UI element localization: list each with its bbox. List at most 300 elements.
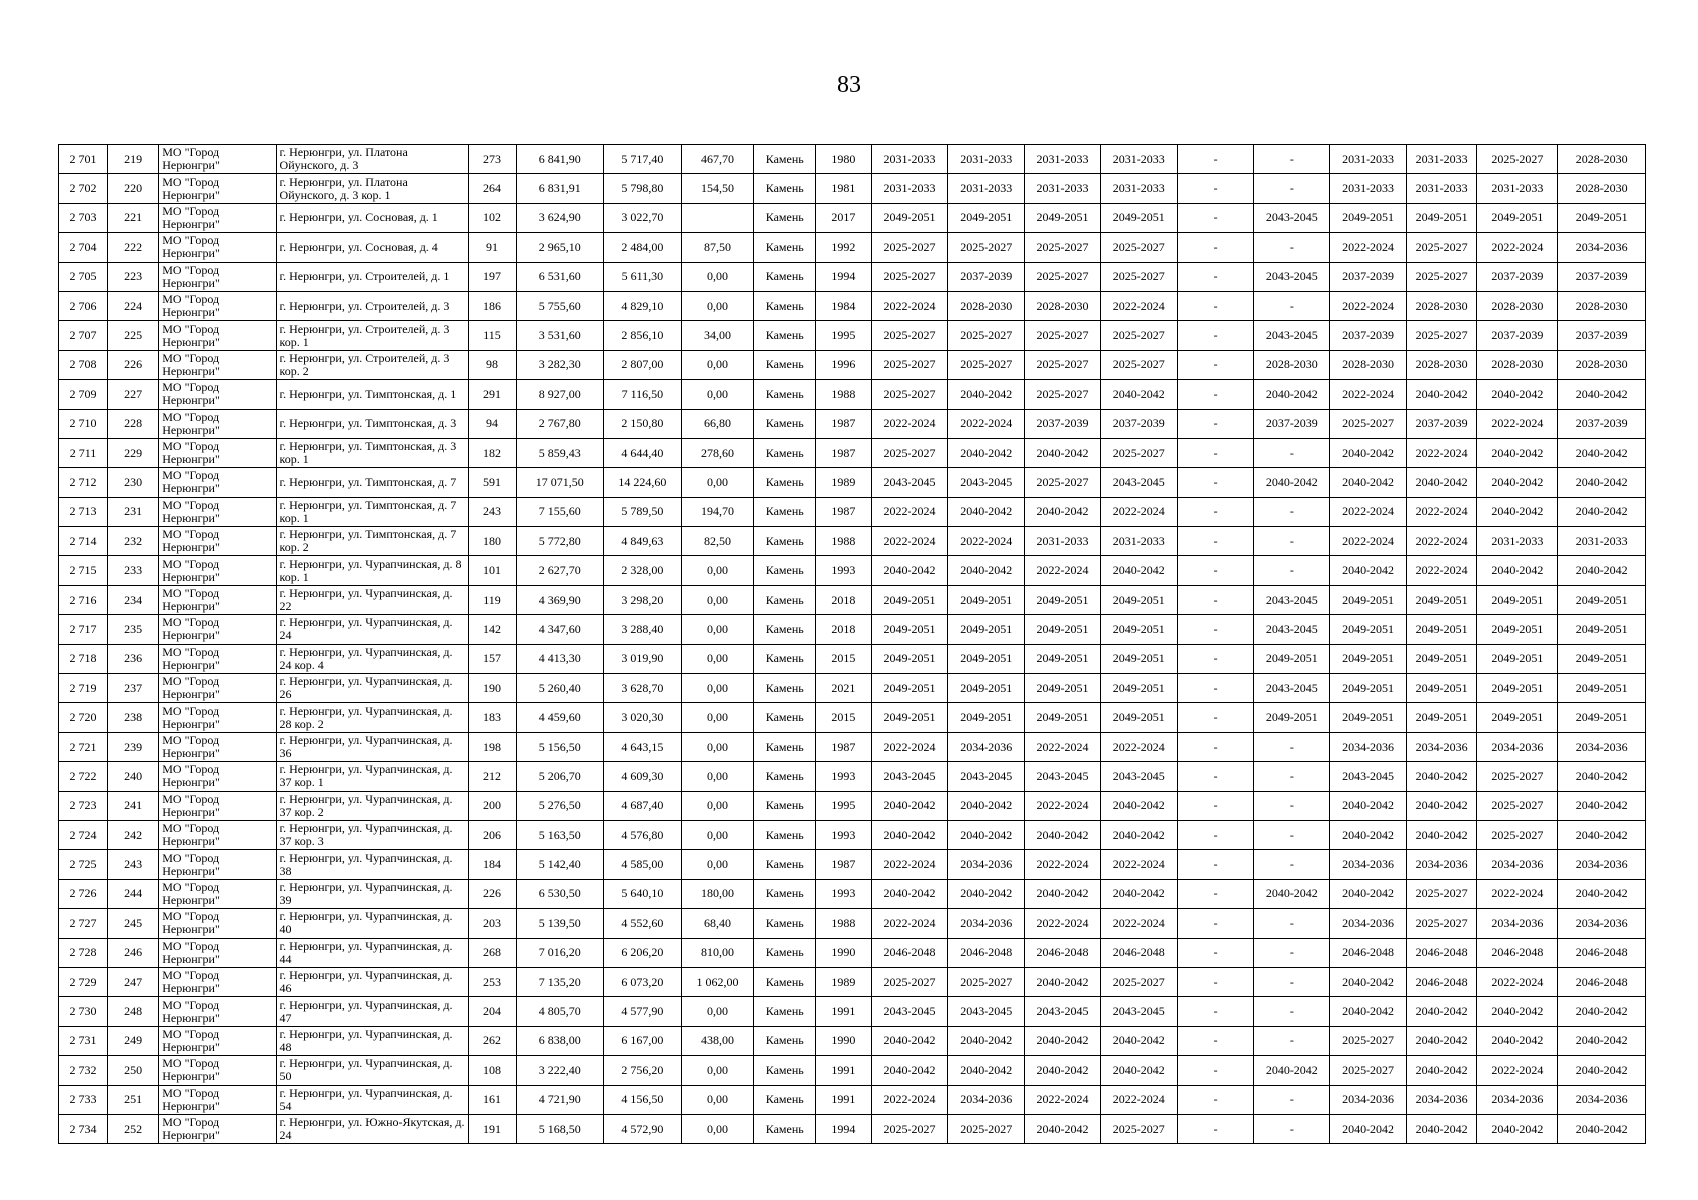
index-cell: 220	[108, 174, 159, 203]
period-cell: 2040-2042	[1406, 762, 1476, 791]
period-cell: 2040-2042	[871, 879, 948, 908]
municipality-cell: МО "Город Нерюнгри"	[159, 1114, 276, 1143]
index-cell: 248	[108, 997, 159, 1026]
index-cell: 235	[108, 615, 159, 644]
period-cell: 2028-2030	[1477, 291, 1558, 320]
period-cell: 2025-2027	[948, 233, 1025, 262]
living-area-cell: 4 644,40	[603, 438, 681, 467]
period-cell: 2040-2042	[948, 497, 1025, 526]
index-cell: 241	[108, 791, 159, 820]
municipality-cell: МО "Город Нерюнгри"	[159, 997, 276, 1026]
period-cell: 2040-2042	[1558, 791, 1646, 820]
period-cell: 2022-2024	[871, 527, 948, 556]
nonliving-area-cell: 0,00	[681, 732, 754, 761]
wall-material-cell: Камень	[754, 527, 816, 556]
municipality-cell: МО "Город Нерюнгри"	[159, 350, 276, 379]
record-number-cell: 2 712	[59, 468, 108, 497]
nonliving-area-cell: 0,00	[681, 615, 754, 644]
period-cell: 2040-2042	[1477, 997, 1558, 1026]
table-row	[59, 350, 1646, 379]
period-cell: 2028-2030	[1558, 174, 1646, 203]
period-cell: -	[1177, 938, 1254, 967]
period-cell: 2025-2027	[871, 380, 948, 409]
period-cell: 2031-2033	[1477, 174, 1558, 203]
table-row	[59, 938, 1646, 967]
address-cell: г. Нерюнгри, ул. Чурапчинская, д. 50	[276, 1056, 468, 1085]
period-cell: 2025-2027	[871, 350, 948, 379]
living-area-cell: 4 609,30	[603, 762, 681, 791]
apartments-count-cell: 91	[468, 233, 516, 262]
total-area-cell: 5 206,70	[516, 762, 603, 791]
nonliving-area-cell: 0,00	[681, 585, 754, 614]
record-number-cell: 2 731	[59, 1026, 108, 1055]
living-area-cell: 3 628,70	[603, 674, 681, 703]
period-cell: 2040-2042	[1406, 1026, 1476, 1055]
period-cell: 2031-2033	[948, 174, 1025, 203]
period-cell: -	[1177, 615, 1254, 644]
period-cell: 2022-2024	[871, 409, 948, 438]
municipality-cell: МО "Город Нерюнгри"	[159, 1085, 276, 1114]
period-cell: 2040-2042	[871, 556, 948, 585]
period-cell: 2043-2045	[1025, 762, 1101, 791]
period-cell: -	[1254, 233, 1330, 262]
living-area-cell: 4 849,63	[603, 527, 681, 556]
wall-material-cell: Камень	[754, 468, 816, 497]
index-cell: 221	[108, 203, 159, 232]
nonliving-area-cell: 0,00	[681, 380, 754, 409]
index-cell: 225	[108, 321, 159, 350]
wall-material-cell: Камень	[754, 1085, 816, 1114]
period-cell: 2049-2051	[1406, 203, 1476, 232]
address-cell: г. Нерюнгри, ул. Чурапчинская, д. 47	[276, 997, 468, 1026]
table-row	[59, 879, 1646, 908]
nonliving-area-cell: 0,00	[681, 850, 754, 879]
period-cell: 2028-2030	[1558, 145, 1646, 174]
period-cell: -	[1177, 791, 1254, 820]
table-row	[59, 527, 1646, 556]
period-cell: 2040-2042	[1100, 556, 1177, 585]
period-cell: 2040-2042	[1406, 997, 1476, 1026]
table-row	[59, 291, 1646, 320]
record-number-cell: 2 716	[59, 585, 108, 614]
record-number-cell: 2 729	[59, 967, 108, 996]
period-cell: -	[1254, 997, 1330, 1026]
period-cell: 2040-2042	[1025, 1056, 1101, 1085]
period-cell: 2049-2051	[1025, 203, 1101, 232]
period-cell: -	[1254, 820, 1330, 849]
living-area-cell: 2 756,20	[603, 1056, 681, 1085]
period-cell: 2028-2030	[1558, 350, 1646, 379]
period-cell: -	[1254, 1114, 1330, 1143]
period-cell: -	[1254, 762, 1330, 791]
wall-material-cell: Камень	[754, 879, 816, 908]
period-cell: 2040-2042	[1558, 879, 1646, 908]
period-cell: 2043-2045	[1100, 762, 1177, 791]
apartments-count-cell: 243	[468, 497, 516, 526]
period-cell: 2025-2027	[1100, 967, 1177, 996]
apartments-count-cell: 226	[468, 879, 516, 908]
period-cell: 2049-2051	[948, 615, 1025, 644]
period-cell: 2034-2036	[1477, 909, 1558, 938]
period-cell: 2049-2051	[1406, 615, 1476, 644]
period-cell: 2022-2024	[871, 291, 948, 320]
period-cell: 2049-2051	[1477, 674, 1558, 703]
apartments-count-cell: 186	[468, 291, 516, 320]
period-cell: 2040-2042	[1254, 1056, 1330, 1085]
period-cell: 2034-2036	[1406, 732, 1476, 761]
period-cell: 2034-2036	[1477, 850, 1558, 879]
period-cell: 2046-2048	[1558, 967, 1646, 996]
build-year-cell: 1987	[816, 732, 871, 761]
table-row	[59, 732, 1646, 761]
period-cell: 2040-2042	[1558, 438, 1646, 467]
apartments-count-cell: 204	[468, 997, 516, 1026]
period-cell: 2028-2030	[1558, 291, 1646, 320]
address-cell: г. Нерюнгри, ул. Строителей, д. 1	[276, 262, 468, 291]
period-cell: 2025-2027	[871, 233, 948, 262]
index-cell: 231	[108, 497, 159, 526]
period-cell: 2034-2036	[1330, 850, 1407, 879]
address-cell: г. Нерюнгри, ул. Чурапчинская, д. 38	[276, 850, 468, 879]
period-cell: 2049-2051	[1254, 703, 1330, 732]
period-cell: 2049-2051	[1330, 674, 1407, 703]
index-cell: 226	[108, 350, 159, 379]
period-cell: 2034-2036	[1558, 233, 1646, 262]
period-cell: 2040-2042	[1100, 380, 1177, 409]
build-year-cell: 1987	[816, 409, 871, 438]
period-cell: 2040-2042	[871, 1026, 948, 1055]
period-cell: 2031-2033	[1025, 174, 1101, 203]
apartments-count-cell: 98	[468, 350, 516, 379]
period-cell: 2049-2051	[1558, 615, 1646, 644]
address-cell: г. Нерюнгри, ул. Тимптонская, д. 1	[276, 380, 468, 409]
period-cell: -	[1177, 262, 1254, 291]
period-cell: 2043-2045	[871, 468, 948, 497]
period-cell: -	[1254, 291, 1330, 320]
living-area-cell: 5 789,50	[603, 497, 681, 526]
period-cell: 2040-2042	[948, 820, 1025, 849]
living-area-cell: 2 484,00	[603, 233, 681, 262]
period-cell: 2049-2051	[1406, 674, 1476, 703]
period-cell: 2040-2042	[1558, 762, 1646, 791]
period-cell: 2040-2042	[1558, 1026, 1646, 1055]
total-area-cell: 7 155,60	[516, 497, 603, 526]
apartments-count-cell: 184	[468, 850, 516, 879]
period-cell: 2040-2042	[1477, 1114, 1558, 1143]
wall-material-cell: Камень	[754, 350, 816, 379]
index-cell: 250	[108, 1056, 159, 1085]
municipality-cell: МО "Город Нерюнгри"	[159, 644, 276, 673]
total-area-cell: 4 347,60	[516, 615, 603, 644]
period-cell: -	[1177, 438, 1254, 467]
period-cell: 2040-2042	[1477, 380, 1558, 409]
period-cell: -	[1177, 644, 1254, 673]
record-number-cell: 2 711	[59, 438, 108, 467]
period-cell: 2049-2051	[1406, 585, 1476, 614]
index-cell: 236	[108, 644, 159, 673]
period-cell: -	[1177, 1026, 1254, 1055]
period-cell: 2049-2051	[1100, 703, 1177, 732]
nonliving-area-cell: 82,50	[681, 527, 754, 556]
living-area-cell: 6 206,20	[603, 938, 681, 967]
living-area-cell: 4 577,90	[603, 997, 681, 1026]
index-cell: 229	[108, 438, 159, 467]
build-year-cell: 1988	[816, 909, 871, 938]
period-cell: 2049-2051	[1477, 644, 1558, 673]
period-cell: -	[1177, 527, 1254, 556]
build-year-cell: 2018	[816, 585, 871, 614]
period-cell: 2022-2024	[948, 527, 1025, 556]
record-number-cell: 2 714	[59, 527, 108, 556]
period-cell: 2049-2051	[948, 703, 1025, 732]
build-year-cell: 1987	[816, 850, 871, 879]
record-number-cell: 2 726	[59, 879, 108, 908]
apartments-count-cell: 101	[468, 556, 516, 585]
address-cell: г. Нерюнгри, ул. Чурапчинская, д. 24	[276, 615, 468, 644]
build-year-cell: 1995	[816, 791, 871, 820]
period-cell: 2022-2024	[1477, 879, 1558, 908]
build-year-cell: 1980	[816, 145, 871, 174]
period-cell: -	[1177, 997, 1254, 1026]
period-cell: 2049-2051	[1100, 615, 1177, 644]
period-cell: 2046-2048	[1330, 938, 1407, 967]
period-cell: 2040-2042	[1025, 497, 1101, 526]
period-cell: 2037-2039	[1406, 409, 1476, 438]
record-number-cell: 2 710	[59, 409, 108, 438]
table-row	[59, 556, 1646, 585]
period-cell: 2049-2051	[1330, 703, 1407, 732]
index-cell: 239	[108, 732, 159, 761]
period-cell: 2022-2024	[1477, 967, 1558, 996]
build-year-cell: 1992	[816, 233, 871, 262]
period-cell: -	[1177, 585, 1254, 614]
municipality-cell: МО "Город Нерюнгри"	[159, 1026, 276, 1055]
period-cell: 2025-2027	[1100, 1114, 1177, 1143]
period-cell: 2043-2045	[1254, 203, 1330, 232]
record-number-cell: 2 717	[59, 615, 108, 644]
period-cell: 2046-2048	[871, 938, 948, 967]
living-area-cell: 4 552,60	[603, 909, 681, 938]
period-cell: -	[1254, 791, 1330, 820]
nonliving-area-cell: 87,50	[681, 233, 754, 262]
total-area-cell: 6 530,50	[516, 879, 603, 908]
period-cell: 2022-2024	[1025, 556, 1101, 585]
living-area-cell: 14 224,60	[603, 468, 681, 497]
municipality-cell: МО "Город Нерюнгри"	[159, 909, 276, 938]
period-cell: 2025-2027	[948, 321, 1025, 350]
municipality-cell: МО "Город Нерюнгри"	[159, 732, 276, 761]
build-year-cell: 1991	[816, 1056, 871, 1085]
apartments-count-cell: 108	[468, 1056, 516, 1085]
nonliving-area-cell: 0,00	[681, 762, 754, 791]
index-cell: 242	[108, 820, 159, 849]
apartments-count-cell: 191	[468, 1114, 516, 1143]
wall-material-cell: Камень	[754, 967, 816, 996]
wall-material-cell: Камень	[754, 791, 816, 820]
period-cell: 2040-2042	[1100, 1056, 1177, 1085]
municipality-cell: МО "Город Нерюнгри"	[159, 703, 276, 732]
period-cell: 2028-2030	[1330, 350, 1407, 379]
period-cell: 2040-2042	[1254, 879, 1330, 908]
period-cell: 2043-2045	[1025, 997, 1101, 1026]
period-cell: 2025-2027	[1406, 233, 1476, 262]
period-cell: 2022-2024	[1100, 291, 1177, 320]
period-cell: 2049-2051	[1025, 644, 1101, 673]
period-cell: 2040-2042	[1558, 1056, 1646, 1085]
build-year-cell: 1993	[816, 556, 871, 585]
address-cell: г. Нерюнгри, ул. Сосновая, д. 4	[276, 233, 468, 262]
build-year-cell: 1991	[816, 997, 871, 1026]
period-cell: -	[1177, 556, 1254, 585]
nonliving-area-cell: 0,00	[681, 644, 754, 673]
period-cell: 2025-2027	[1100, 262, 1177, 291]
build-year-cell: 2018	[816, 615, 871, 644]
period-cell: 2022-2024	[1477, 233, 1558, 262]
table-row	[59, 1056, 1646, 1085]
period-cell: 2049-2051	[1025, 615, 1101, 644]
nonliving-area-cell: 0,00	[681, 291, 754, 320]
period-cell: 2049-2051	[1558, 644, 1646, 673]
total-area-cell: 6 531,60	[516, 262, 603, 291]
living-area-cell: 4 687,40	[603, 791, 681, 820]
period-cell: 2040-2042	[871, 1056, 948, 1085]
period-cell: 2040-2042	[1100, 879, 1177, 908]
table-row	[59, 1114, 1646, 1143]
period-cell: 2022-2024	[1025, 732, 1101, 761]
nonliving-area-cell: 0,00	[681, 468, 754, 497]
period-cell: 2049-2051	[1477, 703, 1558, 732]
living-area-cell: 7 116,50	[603, 380, 681, 409]
wall-material-cell: Камень	[754, 321, 816, 350]
period-cell: 2043-2045	[1254, 262, 1330, 291]
period-cell: 2040-2042	[1477, 556, 1558, 585]
period-cell: -	[1177, 350, 1254, 379]
table-body	[59, 145, 1646, 1144]
municipality-cell: МО "Город Нерюнгри"	[159, 527, 276, 556]
period-cell: 2022-2024	[871, 850, 948, 879]
period-cell: 2046-2048	[1406, 938, 1476, 967]
apartments-count-cell: 262	[468, 1026, 516, 1055]
period-cell: 2022-2024	[1100, 1085, 1177, 1114]
wall-material-cell: Камень	[754, 997, 816, 1026]
period-cell: -	[1177, 1056, 1254, 1085]
municipality-cell: МО "Город Нерюнгри"	[159, 174, 276, 203]
wall-material-cell: Камень	[754, 762, 816, 791]
page-number: 83	[837, 72, 861, 98]
period-cell: -	[1177, 233, 1254, 262]
address-cell: г. Нерюнгри, ул. Строителей, д. 3 кор. 2	[276, 350, 468, 379]
period-cell: 2025-2027	[948, 967, 1025, 996]
period-cell: 2025-2027	[1406, 262, 1476, 291]
wall-material-cell: Камень	[754, 438, 816, 467]
nonliving-area-cell: 278,60	[681, 438, 754, 467]
period-cell: 2031-2033	[1025, 145, 1101, 174]
living-area-cell: 4 572,90	[603, 1114, 681, 1143]
nonliving-area-cell: 154,50	[681, 174, 754, 203]
period-cell: 2034-2036	[1477, 1085, 1558, 1114]
build-year-cell: 2017	[816, 203, 871, 232]
period-cell: 2049-2051	[1100, 644, 1177, 673]
build-year-cell: 1993	[816, 820, 871, 849]
period-cell: 2031-2033	[871, 174, 948, 203]
period-cell: 2031-2033	[1100, 145, 1177, 174]
municipality-cell: МО "Город Нерюнгри"	[159, 321, 276, 350]
period-cell: 2049-2051	[1025, 674, 1101, 703]
address-cell: г. Нерюнгри, ул. Чурапчинская, д. 46	[276, 967, 468, 996]
period-cell: 2043-2045	[948, 468, 1025, 497]
living-area-cell: 3 288,40	[603, 615, 681, 644]
index-cell: 232	[108, 527, 159, 556]
total-area-cell: 2 965,10	[516, 233, 603, 262]
period-cell: 2022-2024	[1330, 497, 1407, 526]
index-cell: 224	[108, 291, 159, 320]
nonliving-area-cell: 0,00	[681, 1114, 754, 1143]
record-number-cell: 2 708	[59, 350, 108, 379]
build-year-cell: 1993	[816, 762, 871, 791]
period-cell: 2028-2030	[1406, 350, 1476, 379]
total-area-cell: 2 627,70	[516, 556, 603, 585]
apartments-count-cell: 591	[468, 468, 516, 497]
total-area-cell: 7 135,20	[516, 967, 603, 996]
municipality-cell: МО "Город Нерюнгри"	[159, 409, 276, 438]
total-area-cell: 3 282,30	[516, 350, 603, 379]
address-cell: г. Нерюнгри, ул. Сосновая, д. 1	[276, 203, 468, 232]
total-area-cell: 3 531,60	[516, 321, 603, 350]
record-number-cell: 2 706	[59, 291, 108, 320]
record-number-cell: 2 707	[59, 321, 108, 350]
period-cell: 2034-2036	[1477, 732, 1558, 761]
wall-material-cell: Камень	[754, 703, 816, 732]
period-cell: 2049-2051	[1254, 644, 1330, 673]
apartments-count-cell: 142	[468, 615, 516, 644]
period-cell: 2031-2033	[1025, 527, 1101, 556]
period-cell: 2049-2051	[1406, 703, 1476, 732]
period-cell: 2040-2042	[1330, 556, 1407, 585]
index-cell: 244	[108, 879, 159, 908]
period-cell: 2025-2027	[1406, 321, 1476, 350]
build-year-cell: 1995	[816, 321, 871, 350]
index-cell: 252	[108, 1114, 159, 1143]
address-cell: г. Нерюнгри, ул. Чурапчинская, д. 26	[276, 674, 468, 703]
municipality-cell: МО "Город Нерюнгри"	[159, 967, 276, 996]
period-cell: 2040-2042	[1477, 497, 1558, 526]
period-cell: 2040-2042	[1406, 1114, 1476, 1143]
period-cell: -	[1177, 732, 1254, 761]
apartments-count-cell: 268	[468, 938, 516, 967]
period-cell: 2040-2042	[1100, 791, 1177, 820]
period-cell: 2031-2033	[1406, 145, 1476, 174]
record-number-cell: 2 730	[59, 997, 108, 1026]
period-cell: 2037-2039	[1330, 321, 1407, 350]
period-cell: 2049-2051	[1330, 615, 1407, 644]
nonliving-area-cell: 810,00	[681, 938, 754, 967]
municipality-cell: МО "Город Нерюнгри"	[159, 468, 276, 497]
period-cell: 2037-2039	[1100, 409, 1177, 438]
period-cell: 2025-2027	[1100, 321, 1177, 350]
living-area-cell: 5 717,40	[603, 145, 681, 174]
period-cell: 2034-2036	[1406, 850, 1476, 879]
wall-material-cell: Камень	[754, 233, 816, 262]
period-cell: 2040-2042	[1025, 1026, 1101, 1055]
period-cell: 2037-2039	[1558, 262, 1646, 291]
period-cell: 2034-2036	[948, 732, 1025, 761]
period-cell: 2046-2048	[1406, 967, 1476, 996]
apartments-count-cell: 102	[468, 203, 516, 232]
period-cell: 2040-2042	[1477, 438, 1558, 467]
wall-material-cell: Камень	[754, 556, 816, 585]
total-area-cell: 6 841,90	[516, 145, 603, 174]
nonliving-area-cell: 180,00	[681, 879, 754, 908]
